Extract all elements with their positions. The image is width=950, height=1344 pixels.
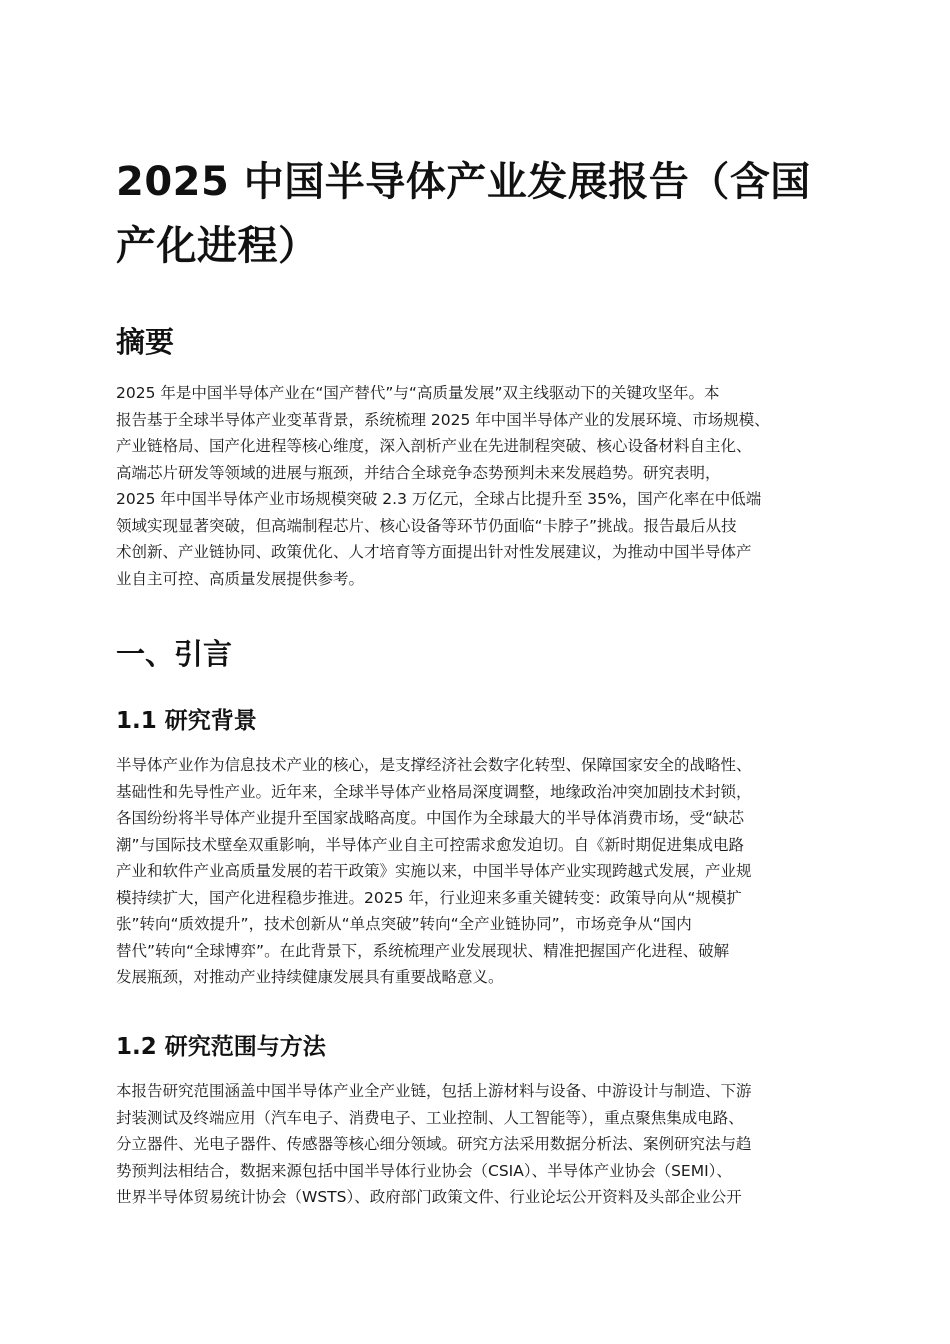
paragraph-line: 模持续扩大，国产化进程稳步推进。2025 年，行业迎来多重关键转变：政策导向从“规模扩	[116, 888, 742, 907]
abstract-line: 2025 年中国半导体产业市场规模突破 2.3 万亿元，全球占比提升至 35%，国产化率在中低端	[116, 490, 762, 508]
paragraph-line: 张”转向“质效提升”，技术创新从“单点突破”转向“全产业链协同”，市场竞争从“国内	[116, 915, 692, 933]
document-title: 2025 中国半导体产业发展报告（含国产化进程）	[116, 159, 811, 269]
abstract-line: 报告基于全球半导体产业变革背景，系统梳理 2025 年中国半导体产业的发展环境、市场规模、	[116, 410, 770, 429]
paragraph-line: 世界半导体贸易统计协会（WSTS）、政府部门政策文件、行业论坛公开资料及头部企业公开	[116, 1188, 742, 1206]
abstract-line: 2025 年是中国半导体产业在“国产替代”与“高质量发展”双主线驱动下的关键攻坚年。本	[116, 384, 720, 402]
paragraph-line: 各国纷纷将半导体产业提升至国家战略高度。中国作为全球最大的半导体消费市场，受“缺芯	[116, 809, 745, 827]
paragraph-line: 封装测试及终端应用（汽车电子、消费电子、工业控制、人工智能等），重点聚焦集成电路、	[116, 1108, 744, 1127]
section-1-2-heading: 1.2 研究范围与方法	[116, 1034, 326, 1060]
paragraph-line: 产业和软件产业高质量发展的若干政策》实施以来，中国半导体产业实现跨越式发展，产业规	[116, 862, 752, 880]
paragraph-line: 替代”转向“全球博弈”。在此背景下，系统梳理产业发展现状、精准把握国产化进程、破解	[116, 941, 730, 960]
paragraph-line: 潮”与国际技术壁垒双重影响，半导体产业自主可控需求愈发迫切。自《新时期促进集成电路	[116, 835, 745, 854]
paragraph-line: 本报告研究范围涵盖中国半导体产业全产业链，包括上游材料与设备、中游设计与制造、下游	[116, 1082, 752, 1100]
section-1-heading: 一、引言	[116, 637, 233, 671]
section-1-1-heading: 1.1 研究背景	[116, 708, 257, 734]
abstract-line: 术创新、产业链协同、政策优化、人才培育等方面提出针对性发展建议，为推动中国半导体产	[116, 543, 752, 561]
paragraph-line: 发展瓶颈，对推动产业持续健康发展具有重要战略意义。	[116, 968, 504, 986]
paragraph-line: 半导体产业作为信息技术产业的核心，是支撑经济社会数字化转型、保障国家安全的战略性、	[116, 756, 752, 774]
abstract-line: 产业链格局、国产化进程等核心维度，深入剖析产业在先进制程突破、核心设备材料自主化、	[116, 437, 752, 455]
section-1-1-paragraph	[116, 752, 838, 991]
paragraph-line: 势预判法相结合，数据来源包括中国半导体行业协会（CSIA）、半导体产业协会（SEMI）、	[116, 1161, 732, 1180]
abstract-paragraph	[116, 380, 838, 592]
abstract-line: 领域实现显著突破，但高端制程芯片、核心设备等环节仍面临“卡脖子”挑战。报告最后从技	[116, 516, 737, 535]
abstract-line: 高端芯片研发等领域的进展与瓶颈，并结合全球竞争态势预判未来发展趋势。研究表明，	[116, 463, 721, 482]
abstract-line: 业自主可控、高质量发展提供参考。	[116, 569, 365, 588]
section-1-2-paragraph	[116, 1078, 838, 1211]
paragraph-line: 基础性和先导性产业。近年来，全球半导体产业格局深度调整，地缘政治冲突加剧技术封锁，	[116, 782, 752, 801]
abstract-heading: 摘要	[116, 325, 175, 359]
paragraph-line: 分立器件、光电子器件、传感器等核心细分领域。研究方法采用数据分析法、案例研究法与趋	[116, 1135, 752, 1153]
